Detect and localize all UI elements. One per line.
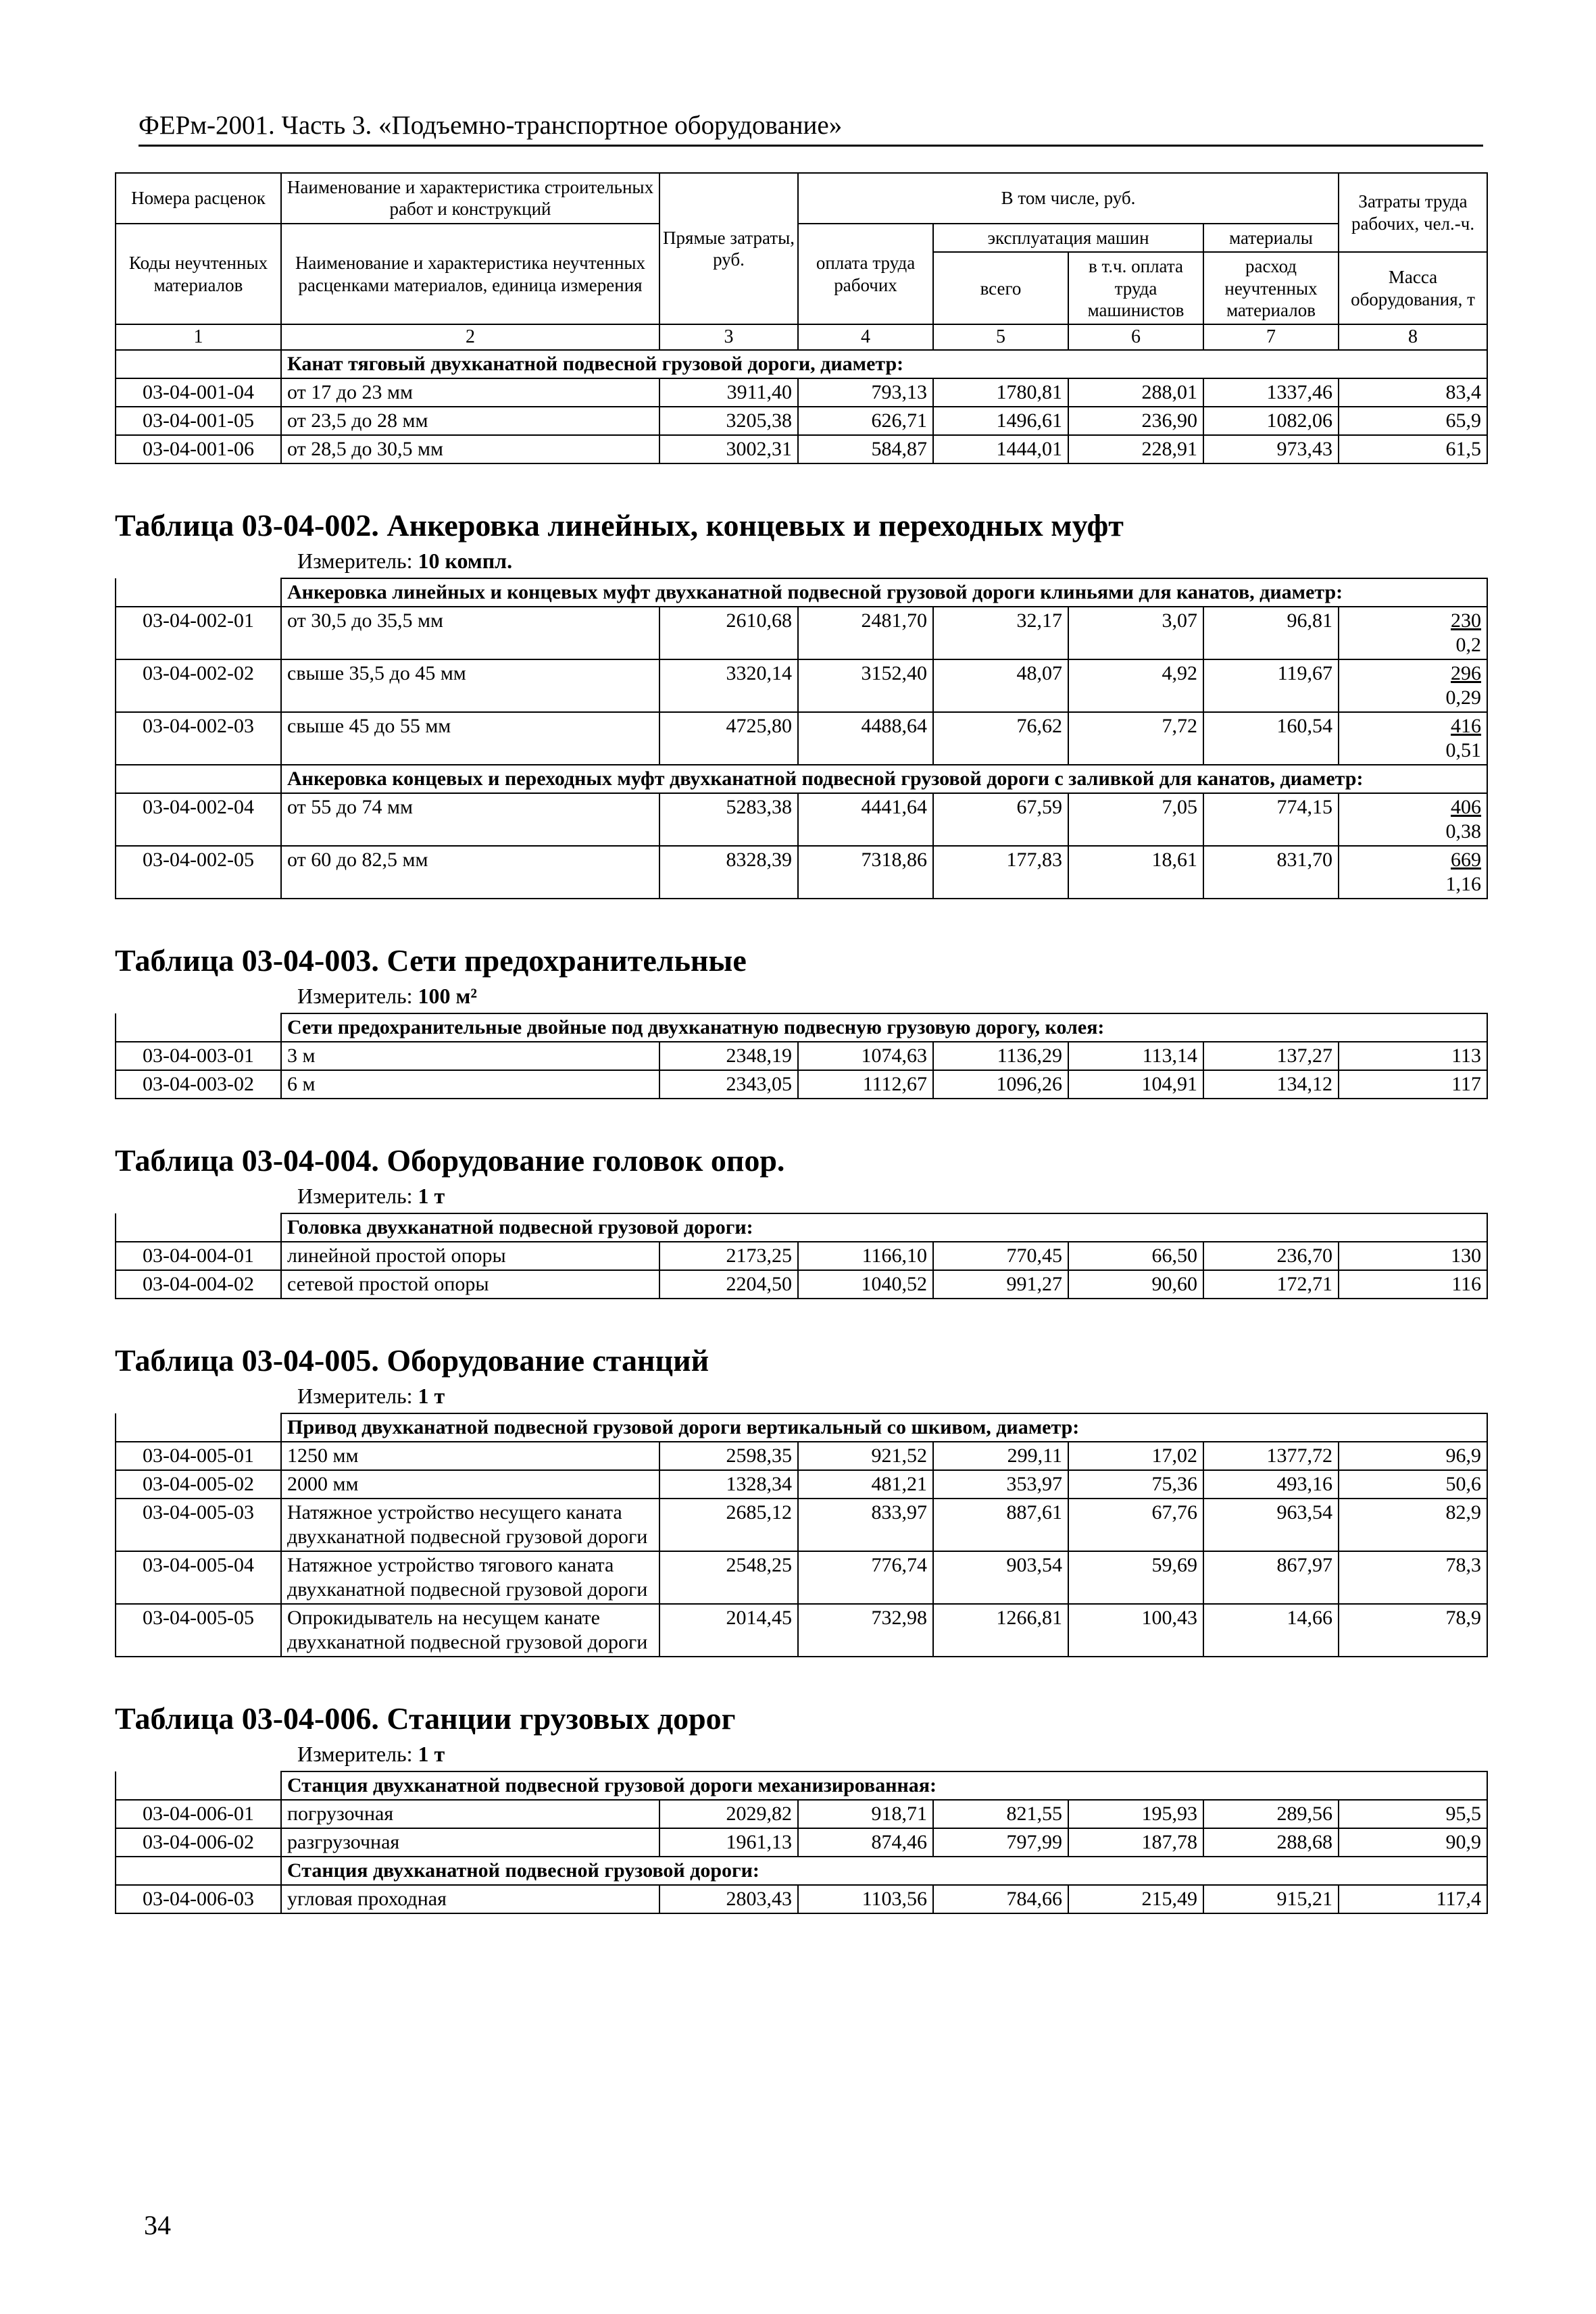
machine-costs: 991,27 [933, 1270, 1068, 1299]
machine-costs: 797,99 [933, 1828, 1068, 1857]
material-costs: 134,12 [1203, 1070, 1339, 1099]
machinist-wages: 236,90 [1068, 407, 1203, 435]
labor-hours: 117,4 [1436, 1887, 1481, 1910]
work-name: от 17 до 23 мм [281, 378, 659, 407]
labor-cell [1339, 1470, 1487, 1499]
material-costs: 288,68 [1203, 1828, 1339, 1857]
labor-cell [1339, 378, 1487, 407]
table-row [116, 1604, 1487, 1657]
table-row [116, 607, 1487, 659]
work-name: Опрокидыватель на несущем канате двухканатной подвесной грузовой дороги [281, 1604, 659, 1657]
material-costs: 96,81 [1203, 607, 1339, 659]
unit-label: Измеритель: [297, 548, 413, 573]
material-costs: 493,16 [1203, 1470, 1339, 1499]
header-including: В том числе, руб. [798, 173, 1339, 224]
labor-hours: 230 [1451, 609, 1482, 632]
machine-costs: 770,45 [933, 1242, 1068, 1270]
section-heading: Сети предохранительные двойные под двухканатную подвесную грузовую дорогу, колея: [281, 1013, 1487, 1042]
rate-code: 03-04-005-04 [116, 1551, 281, 1604]
machine-costs: 299,11 [933, 1442, 1068, 1470]
material-costs: 137,27 [1203, 1042, 1339, 1070]
column-number: 1 [116, 324, 281, 350]
rate-code: 03-04-006-03 [116, 1885, 281, 1913]
labor-cell [1339, 846, 1487, 899]
table-row [116, 793, 1487, 846]
table-title: Таблица 03-04-004. Оборудование головок опор. [115, 1142, 785, 1178]
direct-costs: 3320,14 [659, 659, 798, 712]
labor-cell [1339, 1551, 1487, 1604]
unit-value: 1 т [418, 1183, 445, 1208]
machinist-wages: 228,91 [1068, 435, 1203, 463]
table-row [116, 846, 1487, 899]
t004-rows [116, 1242, 1487, 1299]
material-costs: 831,70 [1203, 846, 1339, 899]
worker-wages: 4441,64 [798, 793, 933, 846]
labor-cell [1339, 1270, 1487, 1299]
rates-table-header [115, 172, 1488, 464]
rate-code: 03-04-002-01 [116, 607, 281, 659]
rate-code: 03-04-003-01 [116, 1042, 281, 1070]
table-row [116, 1242, 1487, 1270]
rate-code: 03-04-002-03 [116, 712, 281, 765]
labor-hours: 90,9 [1445, 1830, 1481, 1853]
work-name: от 30,5 до 35,5 мм [281, 607, 659, 659]
table-03-04-004 [115, 1213, 1488, 1299]
work-name: погрузочная [281, 1800, 659, 1828]
direct-costs: 2548,25 [659, 1551, 798, 1604]
rate-code: 03-04-002-02 [116, 659, 281, 712]
rate-code: 03-04-005-03 [116, 1499, 281, 1551]
machinist-wages: 18,61 [1068, 846, 1203, 899]
column-number: 2 [281, 324, 659, 350]
unit-value: 1 т [418, 1383, 445, 1408]
worker-wages: 732,98 [798, 1604, 933, 1657]
material-costs: 867,97 [1203, 1551, 1339, 1604]
machine-costs: 821,55 [933, 1800, 1068, 1828]
worker-wages: 1166,10 [798, 1242, 933, 1270]
direct-costs: 2029,82 [659, 1800, 798, 1828]
labor-hours: 669 [1451, 848, 1482, 871]
labor-hours: 78,9 [1445, 1606, 1482, 1629]
labor-cell [1339, 1242, 1487, 1270]
table-row [116, 1042, 1487, 1070]
work-name: Натяжное устройство несущего каната двухканатной подвесной грузовой дороги [281, 1499, 659, 1551]
unit-line [297, 984, 1487, 1013]
running-head: ФЕРм-2001. Часть 3. «Подъемно-транспортное оборудование» [139, 110, 1483, 147]
labor-cell [1339, 1042, 1487, 1070]
header-rate-number: Номера расценок [116, 173, 281, 224]
unit-label: Измеритель: [297, 1741, 413, 1766]
machinist-wages: 66,50 [1068, 1242, 1203, 1270]
page-number: 34 [144, 2210, 171, 2240]
labor-hours: 117 [1451, 1072, 1482, 1095]
equipment-mass: 0,38 [1445, 820, 1482, 842]
direct-costs: 1328,34 [659, 1470, 798, 1499]
t006-rows2 [116, 1885, 1487, 1913]
worker-wages: 793,13 [798, 378, 933, 407]
column-number: 8 [1339, 324, 1487, 350]
machinist-wages: 90,60 [1068, 1270, 1203, 1299]
machine-costs: 903,54 [933, 1551, 1068, 1604]
work-name: линейной простой опоры [281, 1242, 659, 1270]
direct-costs: 2343,05 [659, 1070, 798, 1099]
direct-costs: 3205,38 [659, 407, 798, 435]
machinist-wages: 75,36 [1068, 1470, 1203, 1499]
machine-costs: 48,07 [933, 659, 1068, 712]
table-row [116, 712, 1487, 765]
work-name: от 23,5 до 28 мм [281, 407, 659, 435]
section-heading: Привод двухканатной подвесной грузовой дороги вертикальный со шкивом, диаметр: [281, 1413, 1487, 1442]
table-title: Таблица 03-04-002. Анкеровка линейных, концевых и переходных муфт [115, 507, 1124, 543]
work-name: разгрузочная [281, 1828, 659, 1857]
header-machinist-wages: в т.ч. оплата труда машинистов [1068, 252, 1203, 324]
worker-wages: 1112,67 [798, 1070, 933, 1099]
worker-wages: 776,74 [798, 1551, 933, 1604]
worker-wages: 833,97 [798, 1499, 933, 1551]
direct-costs: 2803,43 [659, 1885, 798, 1913]
rate-code: 03-04-005-02 [116, 1470, 281, 1499]
unit-line [297, 1742, 1487, 1771]
machinist-wages: 187,78 [1068, 1828, 1203, 1857]
material-costs: 1377,72 [1203, 1442, 1339, 1470]
header-materials: материалы [1203, 224, 1339, 252]
table-row [116, 378, 1487, 407]
header-machines-total: всего [933, 252, 1068, 324]
labor-hours: 83,4 [1445, 380, 1482, 403]
section-heading: Головка двухканатной подвесной грузовой дороги: [281, 1213, 1487, 1242]
machinist-wages: 4,92 [1068, 659, 1203, 712]
material-costs: 1337,46 [1203, 378, 1339, 407]
main-content [115, 172, 1487, 1914]
labor-cell [1339, 1442, 1487, 1470]
equipment-mass: 1,16 [1445, 872, 1482, 895]
machine-costs: 1780,81 [933, 378, 1068, 407]
work-name: от 28,5 до 30,5 мм [281, 435, 659, 463]
worker-wages: 4488,64 [798, 712, 933, 765]
labor-cell [1339, 1070, 1487, 1099]
labor-hours: 65,9 [1445, 409, 1482, 432]
unit-value: 1 т [418, 1741, 445, 1766]
table-title: Таблица 03-04-003. Сети предохранительные [115, 942, 747, 978]
direct-costs: 3911,40 [659, 378, 798, 407]
header-mass: Масса оборудования, т [1339, 252, 1487, 324]
work-name: 3 м [281, 1042, 659, 1070]
direct-costs: 2173,25 [659, 1242, 798, 1270]
table-03-04-006 [115, 1771, 1488, 1914]
table-row [116, 1828, 1487, 1857]
t003-rows [116, 1042, 1487, 1099]
unit-line [297, 1384, 1487, 1413]
labor-cell [1339, 712, 1487, 765]
material-costs: 160,54 [1203, 712, 1339, 765]
labor-hours: 96,9 [1445, 1444, 1482, 1467]
work-name: от 60 до 82,5 мм [281, 846, 659, 899]
table-row [116, 435, 1487, 463]
rate-code: 03-04-004-02 [116, 1270, 281, 1299]
work-name: 2000 мм [281, 1470, 659, 1499]
work-name: сетевой простой опоры [281, 1270, 659, 1299]
section-heading: Станция двухканатной подвесной грузовой дороги: [281, 1857, 1487, 1885]
machinist-wages: 100,43 [1068, 1604, 1203, 1657]
header-machines: эксплуатация машин [933, 224, 1203, 252]
labor-hours: 116 [1451, 1272, 1482, 1295]
labor-hours: 61,5 [1445, 437, 1482, 460]
direct-costs: 3002,31 [659, 435, 798, 463]
direct-costs: 2598,35 [659, 1442, 798, 1470]
unit-label: Измеритель: [297, 983, 413, 1008]
material-costs: 973,43 [1203, 435, 1339, 463]
header-material-codes: Коды неучтенных материалов [116, 224, 281, 325]
table-03-04-005 [115, 1413, 1488, 1657]
t002-rows2 [116, 793, 1487, 899]
machine-costs: 1096,26 [933, 1070, 1068, 1099]
material-costs: 236,70 [1203, 1242, 1339, 1270]
table-row [116, 1270, 1487, 1299]
unit-value: 10 компл. [418, 548, 513, 573]
labor-hours: 78,3 [1445, 1553, 1482, 1576]
header-work-name: Наименование и характеристика строительных работ и конструкций [281, 173, 659, 224]
worker-wages: 918,71 [798, 1800, 933, 1828]
worker-wages: 1074,63 [798, 1042, 933, 1070]
column-number: 3 [659, 324, 798, 350]
worker-wages: 626,71 [798, 407, 933, 435]
work-name: 6 м [281, 1070, 659, 1099]
direct-costs: 2685,12 [659, 1499, 798, 1551]
column-number: 5 [933, 324, 1068, 350]
material-costs: 172,71 [1203, 1270, 1339, 1299]
machinist-wages: 195,93 [1068, 1800, 1203, 1828]
material-costs: 289,56 [1203, 1800, 1339, 1828]
work-name: свыше 35,5 до 45 мм [281, 659, 659, 712]
machinist-wages: 288,01 [1068, 378, 1203, 407]
t005-rows [116, 1442, 1487, 1657]
labor-hours: 95,5 [1445, 1802, 1481, 1825]
rate-code: 03-04-002-05 [116, 846, 281, 899]
worker-wages: 7318,86 [798, 846, 933, 899]
section-heading: Канат тяговый двухканатной подвесной грузовой дороги, диаметр: [281, 350, 1487, 378]
table-row [116, 407, 1487, 435]
worker-wages: 921,52 [798, 1442, 933, 1470]
rate-code: 03-04-005-01 [116, 1442, 281, 1470]
equipment-mass: 0,2 [1455, 633, 1482, 656]
header-labor: Затраты труда рабочих, чел.-ч. [1339, 173, 1487, 252]
labor-cell [1339, 607, 1487, 659]
column-number: 4 [798, 324, 933, 350]
column-number: 7 [1203, 324, 1339, 350]
machine-costs: 353,97 [933, 1470, 1068, 1499]
unit-line [297, 1184, 1487, 1213]
machinist-wages: 67,76 [1068, 1499, 1203, 1551]
table-row [116, 1499, 1487, 1551]
direct-costs: 2014,45 [659, 1604, 798, 1657]
table-row [116, 1442, 1487, 1470]
labor-hours: 296 [1451, 661, 1482, 684]
labor-cell [1339, 1828, 1487, 1857]
machine-costs: 1444,01 [933, 435, 1068, 463]
labor-cell [1339, 659, 1487, 712]
machinist-wages: 7,05 [1068, 793, 1203, 846]
equipment-mass: 0,29 [1445, 686, 1482, 709]
machine-costs: 784,66 [933, 1885, 1068, 1913]
labor-hours: 50,6 [1445, 1472, 1482, 1495]
t006-rows1 [116, 1800, 1487, 1857]
rate-code: 03-04-001-04 [116, 378, 281, 407]
unit-value: 100 м² [418, 983, 477, 1008]
material-costs: 14,66 [1203, 1604, 1339, 1657]
worker-wages: 874,46 [798, 1828, 933, 1857]
direct-costs: 1961,13 [659, 1828, 798, 1857]
machinist-wages: 113,14 [1068, 1042, 1203, 1070]
rate-code: 03-04-006-01 [116, 1800, 281, 1828]
worker-wages: 3152,40 [798, 659, 933, 712]
rate-code: 03-04-004-01 [116, 1242, 281, 1270]
labor-hours: 113 [1451, 1044, 1482, 1067]
table-title: Таблица 03-04-006. Станции грузовых дорог [115, 1701, 736, 1736]
direct-costs: 8328,39 [659, 846, 798, 899]
table-row [116, 1070, 1487, 1099]
section-heading: Анкеровка линейных и концевых муфт двухканатной подвесной грузовой дороги клиньями для канатов, диаметр: [281, 578, 1487, 607]
unit-label: Измеритель: [297, 1383, 413, 1408]
work-name: Натяжное устройство тягового каната двухканатной подвесной грузовой дороги [281, 1551, 659, 1604]
labor-cell [1339, 435, 1487, 463]
material-costs: 915,21 [1203, 1885, 1339, 1913]
rate-code: 03-04-001-06 [116, 435, 281, 463]
direct-costs: 5283,38 [659, 793, 798, 846]
t002-rows1 [116, 607, 1487, 765]
machinist-wages: 7,72 [1068, 712, 1203, 765]
worker-wages: 584,87 [798, 435, 933, 463]
t001-rows [116, 378, 1487, 463]
labor-hours: 416 [1451, 714, 1482, 737]
worker-wages: 1103,56 [798, 1885, 933, 1913]
machine-costs: 67,59 [933, 793, 1068, 846]
table-row [116, 1470, 1487, 1499]
work-name: свыше 45 до 55 мм [281, 712, 659, 765]
labor-hours: 82,9 [1445, 1501, 1482, 1524]
direct-costs: 2610,68 [659, 607, 798, 659]
direct-costs: 4725,80 [659, 712, 798, 765]
unit-line [297, 549, 1487, 578]
machine-costs: 177,83 [933, 846, 1068, 899]
machine-costs: 1496,61 [933, 407, 1068, 435]
header-material-spend: расход неучтенных материалов [1203, 252, 1339, 324]
work-name: от 55 до 74 мм [281, 793, 659, 846]
section-heading: Анкеровка концевых и переходных муфт двухканатной подвесной грузовой дороги с заливкой для канатов, диаметр: [281, 765, 1487, 793]
table-title: Таблица 03-04-005. Оборудование станций [115, 1342, 709, 1378]
machine-costs: 1136,29 [933, 1042, 1068, 1070]
rate-code: 03-04-003-02 [116, 1070, 281, 1099]
machinist-wages: 104,91 [1068, 1070, 1203, 1099]
machinist-wages: 215,49 [1068, 1885, 1203, 1913]
machine-costs: 76,62 [933, 712, 1068, 765]
labor-hours: 406 [1451, 795, 1482, 818]
unit-label: Измеритель: [297, 1183, 413, 1208]
work-name: угловая проходная [281, 1885, 659, 1913]
header-direct-costs: Прямые затраты, руб. [659, 173, 798, 324]
worker-wages: 481,21 [798, 1470, 933, 1499]
rate-code: 03-04-002-04 [116, 793, 281, 846]
table-row [116, 1885, 1487, 1913]
header-wages: оплата труда рабочих [798, 224, 933, 325]
labor-cell [1339, 407, 1487, 435]
labor-cell [1339, 1499, 1487, 1551]
table-row [116, 1800, 1487, 1828]
table-03-04-002 [115, 578, 1488, 899]
labor-cell [1339, 1885, 1487, 1913]
table-03-04-003 [115, 1013, 1488, 1099]
rate-code: 03-04-005-05 [116, 1604, 281, 1657]
worker-wages: 2481,70 [798, 607, 933, 659]
table-row [116, 1551, 1487, 1604]
equipment-mass: 0,51 [1445, 738, 1482, 761]
labor-cell [1339, 793, 1487, 846]
machinist-wages: 17,02 [1068, 1442, 1203, 1470]
worker-wages: 1040,52 [798, 1270, 933, 1299]
material-costs: 774,15 [1203, 793, 1339, 846]
machine-costs: 887,61 [933, 1499, 1068, 1551]
material-costs: 119,67 [1203, 659, 1339, 712]
material-costs: 963,54 [1203, 1499, 1339, 1551]
header-material-names: Наименование и характеристика неучтенных расценками материалов, единица измерения [281, 224, 659, 325]
machine-costs: 1266,81 [933, 1604, 1068, 1657]
rate-code: 03-04-001-05 [116, 407, 281, 435]
labor-hours: 130 [1451, 1244, 1482, 1267]
machinist-wages: 3,07 [1068, 607, 1203, 659]
column-number: 6 [1068, 324, 1203, 350]
direct-costs: 2204,50 [659, 1270, 798, 1299]
section-heading: Станция двухканатной подвесной грузовой дороги механизированная: [281, 1771, 1487, 1800]
labor-cell [1339, 1604, 1487, 1657]
table-row [116, 659, 1487, 712]
material-costs: 1082,06 [1203, 407, 1339, 435]
work-name: 1250 мм [281, 1442, 659, 1470]
direct-costs: 2348,19 [659, 1042, 798, 1070]
labor-cell [1339, 1800, 1487, 1828]
machinist-wages: 59,69 [1068, 1551, 1203, 1604]
rate-code: 03-04-006-02 [116, 1828, 281, 1857]
machine-costs: 32,17 [933, 607, 1068, 659]
